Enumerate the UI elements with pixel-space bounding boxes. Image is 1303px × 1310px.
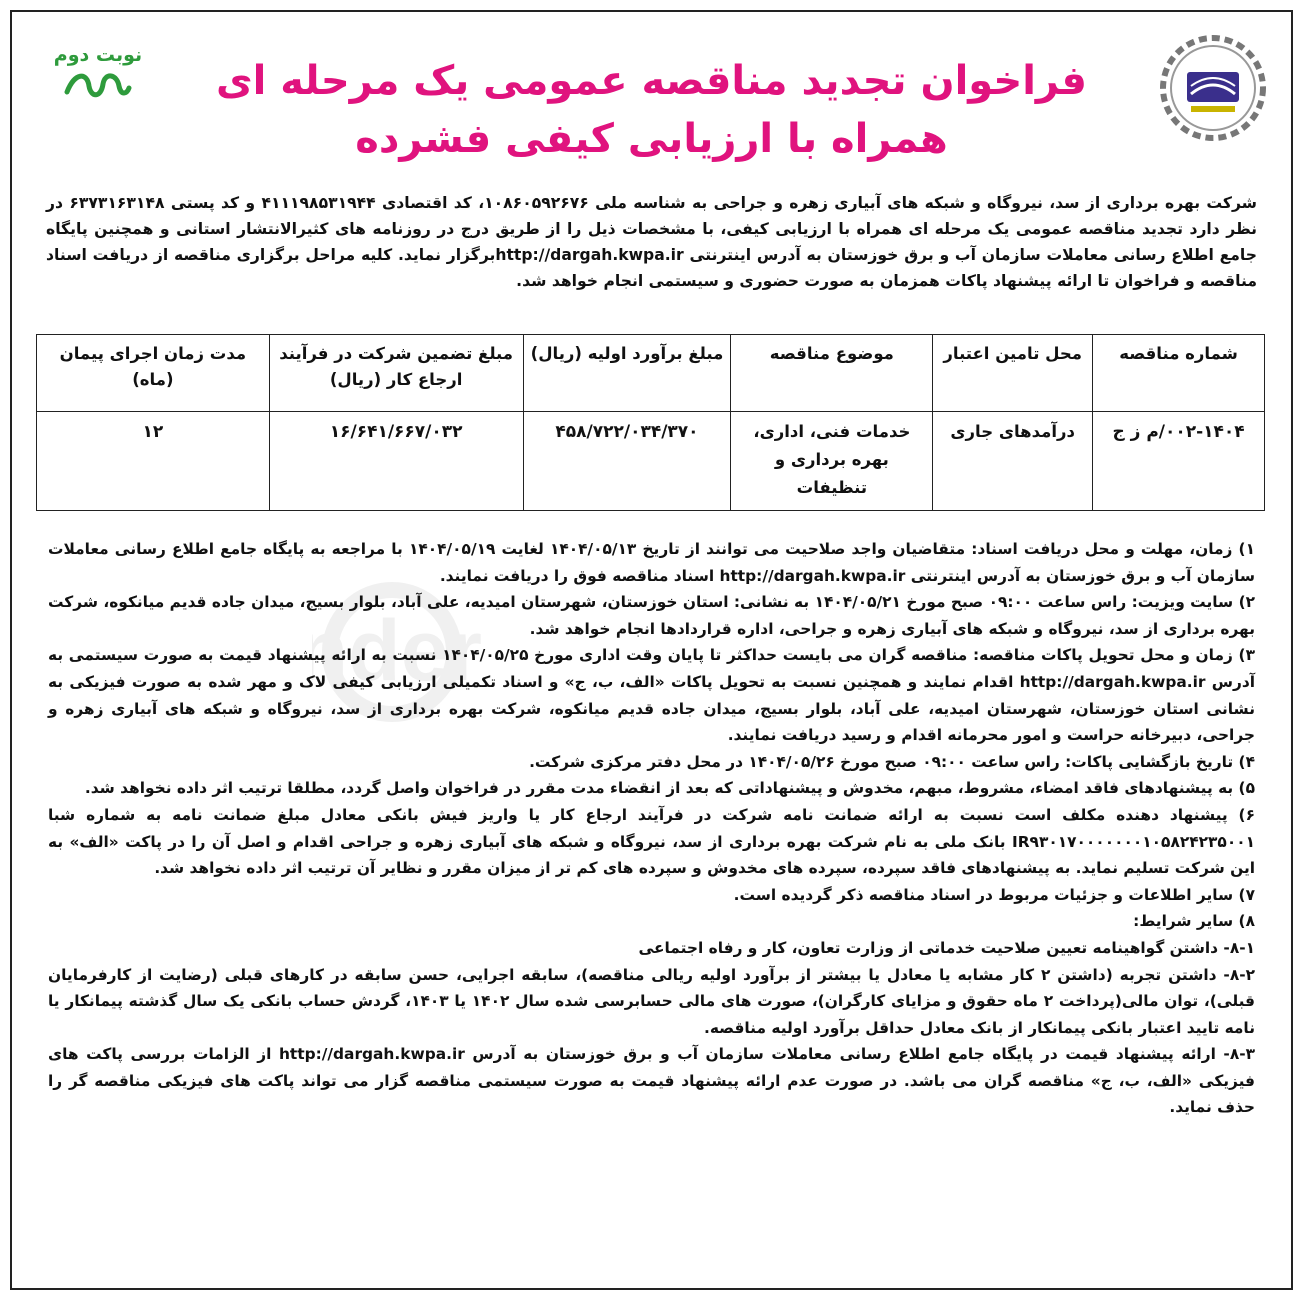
item-3-text: ۳) زمان و محل تحویل پاکات مناقصه: مناقصه گران می بایست حداکثر تا پایان وقت اداری مورخ ۱۴۰۴/۰۵/۲۵ نسبت به ارائه پیشنهاد قیمت به صورت سیستمی به آدرس (48, 646, 1255, 691)
title-line-1: فراخوان تجدید مناقصه عمومی یک مرحله ای (215, 58, 1087, 104)
iban-number: IR۹۳۰۱۷۰۰۰۰۰۰۰۱۰۵۸۲۴۲۳۵۰۰۱ (1011, 832, 1255, 851)
header-initial-estimate: مبلغ برآورد اولیه (ریال) (523, 335, 731, 412)
cell-tender-number: ۰۰۲-۱۴۰۴/م ز ج (1093, 412, 1265, 511)
item-6-text: ۶) پیشنهاد دهنده مکلف است نسبت به ارائه ضمانت نامه شرکت در فرآیند ارجاع کار یا واریز فیش بانکی معادل مبلغ ضمانت نامه به شماره شبا (48, 805, 1255, 824)
conditions-list (48, 536, 1255, 1121)
header-tender-subject: موضوع مناقصه (731, 335, 933, 412)
item-8-3-url-link[interactable]: http://dargah.kwpa.ir (278, 1045, 465, 1064)
cell-funding-source: درآمدهای جاری (933, 412, 1093, 511)
intro-url-link[interactable]: http://dargah.kwpa.ir (495, 246, 684, 264)
table-row (37, 412, 1265, 511)
list-item (48, 642, 1255, 748)
logo-gear-icon (1157, 32, 1269, 144)
header-funding-source: محل تامین اعتبار (933, 335, 1093, 412)
watermark-text: nder (312, 603, 482, 699)
round-badge (48, 44, 148, 102)
tender-table (36, 334, 1265, 511)
item-3-text-end: اقدام نمایند و همچنین نسبت به تحویل پاکات «الف، ب، ج» و اسناد تکمیلی ارزیابی کیفی لاک و مهر شده به صورت فیزیکی به نشانی استان خوزستان، شهرستان امیدیه، علی آباد، بلوار بسیج، میدان جاده قدیم میانکوه، شرکت بهره برداری از سد، نیروگاه و شبکه های آبیاری زهره و جراحی، دبیرخانه حراست و امور محرمانه اقدام و رسید دریافت نمایند. (48, 672, 1255, 745)
header-contract-duration: مدت زمان اجرای پیمان (ماه) (37, 335, 270, 412)
round-badge-text: نوبت دوم (53, 44, 143, 66)
list-item (48, 1041, 1255, 1121)
company-logo (1157, 32, 1269, 144)
intro-paragraph (46, 190, 1257, 294)
header-tender-number: شماره مناقصه (1093, 335, 1265, 412)
list-item: ۵) به پیشنهادهای فاقد امضاء، مشروط، مبهم، مخدوش و پیشنهاداتی که بعد از انقضاء مدت مقرر در فراخوان واصل گردد، مطلقا ترتیب اثر داده نخواهد شد. (84, 779, 1255, 798)
item-8-3-text-end: از الزامات بررسی پاکت های فیزیکی «الف، ب، ج» مناقصه گران می باشد. در صورت عدم ارائه پیشنهاد قیمت به صورت سیستمی مناقصه گزار می تواند پاکت های فیزیکی مناقصه گر را حذف نماید. (48, 1045, 1255, 1117)
title-line-2: همراه با ارزیابی کیفی فشرده (355, 116, 948, 162)
list-item (48, 802, 1255, 882)
cell-initial-estimate: ۴۵۸/۷۲۲/۰۳۴/۳۷۰ (523, 412, 731, 511)
cell-contract-duration: ۱۲ (37, 412, 270, 511)
item-1-url-link[interactable]: http://dargah.kwpa.ir (719, 566, 906, 585)
item-3-url-link[interactable]: http://dargah.kwpa.ir (1019, 672, 1206, 691)
list-item (48, 536, 1255, 589)
list-item: ۸) سایر شرایط: (1133, 912, 1255, 931)
list-item: ۷) سایر اطلاعات و جزئیات مربوط در اسناد مناقصه ذکر گردیده است. (733, 885, 1255, 904)
list-item: ۸-۱- داشتن گواهینامه تعیین صلاحیت خدماتی از وزارت تعاون، کار و رفاه اجتماعی (638, 938, 1255, 957)
header-guarantee-amount: مبلغ تضمین شرکت در فرآیند ارجاع کار (ریال) (269, 335, 523, 412)
cell-guarantee-amount: ۱۶/۶۴۱/۶۶۷/۰۳۲ (269, 412, 523, 511)
list-item: ۴) تاریخ بازگشایی پاکات: راس ساعت ۰۹:۰۰ صبح مورخ ۱۴۰۴/۰۵/۲۶ در محل دفتر مرکزی شرکت. (529, 752, 1255, 771)
page-title (162, 54, 1141, 166)
intro-text-1: شرکت بهره برداری از سد، نیروگاه و شبکه های آبیاری زهره و جراحی به شناسه ملی ۱۰۸۶۰۵۹۲۶۷۶، کد اقتصادی ۴۱۱۱۹۸۵۳۱۹۴۴ و کد پستی ۶۳۷۳۱۶۳۱۴۸ در نظر دارد تجدید مناقصه عمومی یک مرحله ای همراه با ارزیابی کیفی، با مشخصات ذیل را از طریق درج در روزنامه های کثیرالانتشار استانی و همچنین پایگاه جامع اطلاع رسانی معاملات سازمان آب و برق خوزستان به آدرس اینترنتی (46, 194, 1257, 264)
cell-tender-subject: خدمات فنی، اداری، بهره برداری و تنظیفات (731, 412, 933, 511)
intro-text-2: برگزار نماید. کلیه مراحل برگزاری مناقصه از دریافت اسناد مناقصه و فراخوان تا ارائه پیشنهاد پاکات همزمان به صورت حضوری و سیستمی انجام خواهد شد. (46, 246, 1257, 290)
list-item: ۲) سایت ویزیت: راس ساعت ۰۹:۰۰ صبح مورخ ۱۴۰۴/۰۵/۲۱ به نشانی: استان خوزستان، شهرستان امیدیه، علی آباد، بلوار بسیج، میدان جاده قدیم میانکوه، شرکت بهره برداری از سد، نیروگاه و شبکه های آبیاری زهره و جراحی، اداره قراردادها انجام خواهد شد. (48, 593, 1256, 638)
item-1-text: ۱) زمان، مهلت و محل دریافت اسناد: متقاضیان واجد صلاحیت می توانند از تاریخ ۱۴۰۴/۰۵/۱۳ لغایت ۱۴۰۴/۰۵/۱۹ با مراجعه به پایگاه جامع اطلاع رسانی معاملات سازمان آب و برق خوزستان به آدرس اینترنتی (48, 540, 1255, 585)
table-header-row (37, 335, 1265, 412)
swirl-icon (63, 68, 133, 102)
item-1-text-end: اسناد مناقصه فوق را دریافت نمایند. (439, 566, 720, 585)
tender-announcement (10, 10, 1293, 1290)
item-8-3-text: ۸-۳- ارائه پیشنهاد قیمت در پایگاه جامع اطلاع رسانی معاملات سازمان آب و برق خوزستان به آدرس (464, 1045, 1255, 1064)
item-6-text-end: بانک ملی به نام شرکت بهره برداری از سد، نیروگاه و شبکه های آبیاری زهره و جراحی اقدام و اصل آن را در پاکت «الف» به این شرکت تسلیم نماید. به پیشنهادهای فاقد سپرده، سپرده های مخدوش و سپرده های کم تر از میزان مقرر و نظایر آن ترتیب اثر داده نخواهد شد. (48, 832, 1255, 878)
list-item: ۸-۲- داشتن تجربه (داشتن ۲ کار مشابه یا معادل یا بیشتر از برآورد اولیه ریالی مناقصه)، سابقه اجرایی، حسن سابقه در کارهای قبلی (رضایت از کارفرمایان قبلی)، توان مالی(پرداخت ۲ ماه حقوق و مزایای کارگران)، صورت های مالی حسابرسی شده سال ۱۴۰۲ یا ۱۴۰۳، گردش حساب بانکی یک سال گذشته پیمانکار یا نامه تایید اعتبار بانکی پیمانکار از بانک معادل حداقل برآورد اولیه مناقصه. (48, 965, 1255, 1037)
